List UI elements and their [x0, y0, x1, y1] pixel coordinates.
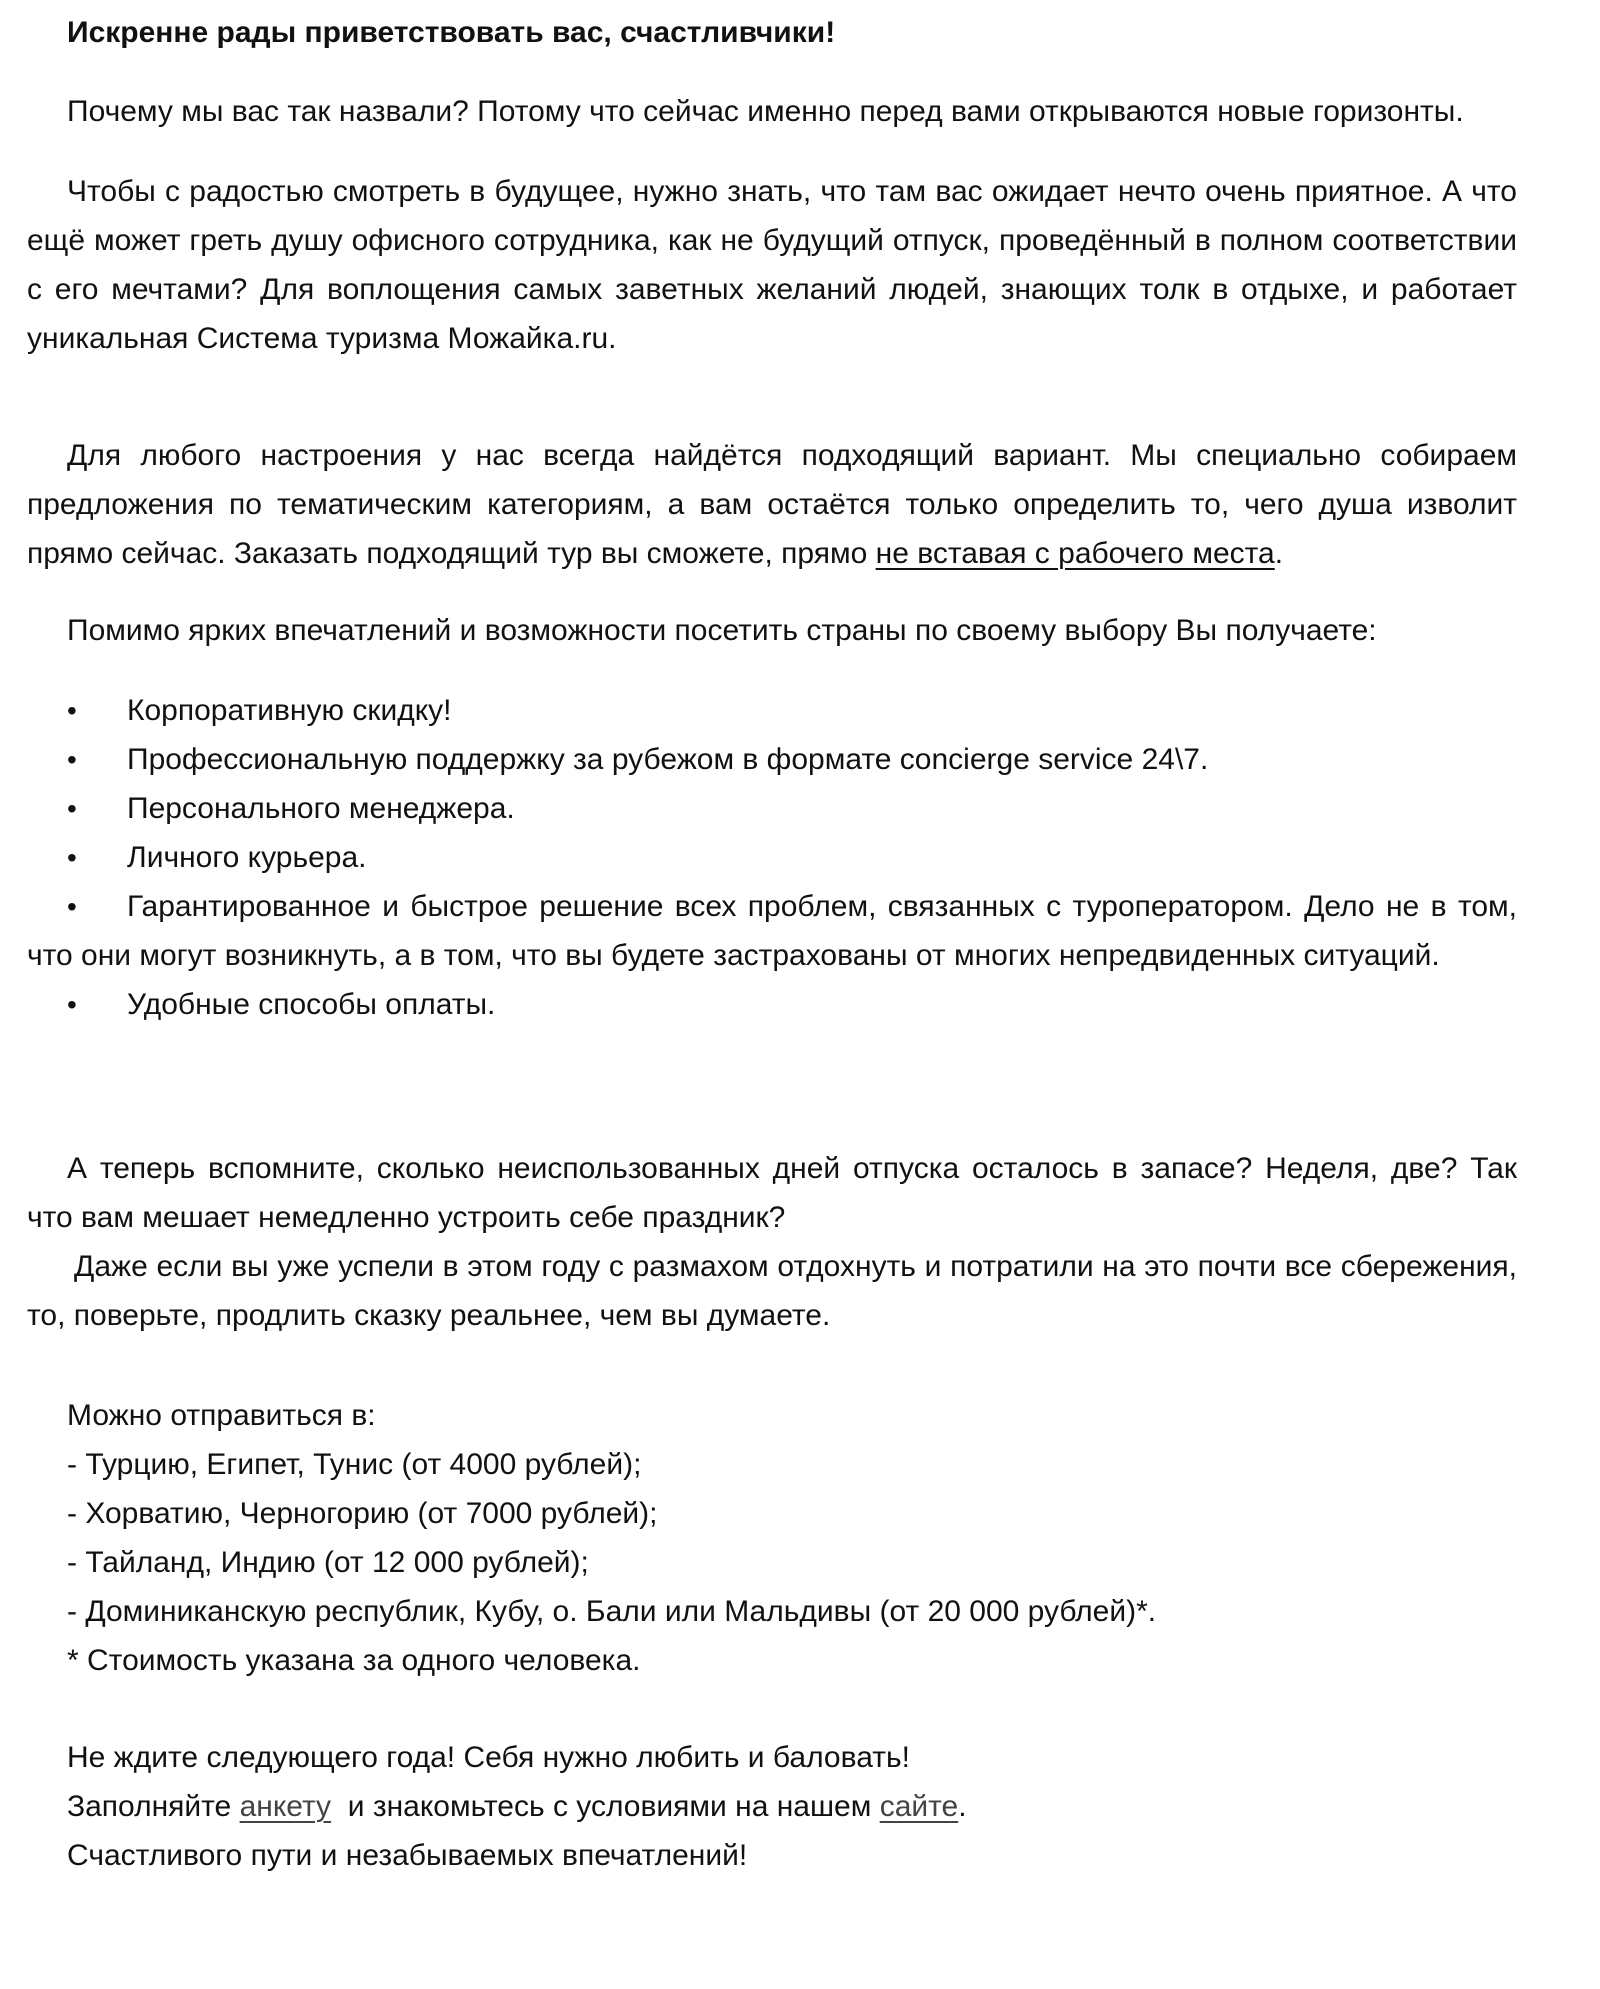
list-item-text: Профессиональную поддержку за рубежом в формате concierge service 24\7. — [127, 743, 1209, 776]
closing-line-1: Не ждите следующего года! Себя нужно любить и баловать! — [67, 1741, 910, 1774]
destination-item: - Турцию, Египет, Тунис (от 4000 рублей); — [67, 1448, 642, 1481]
workplace-link[interactable]: не вставая с рабочего места — [875, 537, 1275, 570]
price-footnote: * Стоимость указана за одного человека. — [67, 1644, 641, 1677]
closing-terms-text: и знакомьтесь с условиями на нашем — [331, 1790, 880, 1823]
destinations-heading: Можно отправиться в: — [67, 1399, 376, 1432]
bullet-icon: • — [67, 842, 77, 873]
bullet-icon: • — [67, 989, 77, 1020]
paragraph-benefits-intro: Помимо ярких впечатлений и возможности посетить страны по своему выбору Вы получаете: — [67, 614, 1377, 647]
list-item-text: Удобные способы оплаты. — [127, 988, 496, 1021]
closing-dot: . — [958, 1790, 967, 1823]
bullet-icon: • — [67, 744, 77, 775]
list-item-text: Гарантированное и быстрое решение всех проблем, связанных с туроператором. Дело не в том, что они могут возникнуть, а в том, что вы будете застрахованы от многих непредвиденных ситуаций. — [27, 890, 1517, 972]
closing-block — [27, 1733, 1517, 1880]
destinations-block — [27, 1391, 1517, 1685]
destination-item: - Доминиканскую республик, Кубу, о. Бали или Мальдивы (от 20 000 рублей)*. — [67, 1595, 1157, 1628]
closing-line-3: Счастливого пути и незабываемых впечатлений! — [67, 1839, 748, 1872]
list-item — [27, 980, 1517, 1029]
mood-end: . — [1274, 537, 1284, 570]
paragraph-mood — [27, 431, 1517, 578]
intro-block — [27, 87, 1517, 136]
benefits-intro-block — [27, 606, 1517, 655]
list-item — [27, 735, 1517, 784]
list-item — [27, 833, 1517, 882]
closing-line-2 — [27, 1782, 1517, 1831]
list-item — [27, 686, 1517, 735]
bullet-icon: • — [67, 891, 77, 922]
future-block — [27, 167, 1517, 363]
form-link[interactable]: анкету — [239, 1790, 332, 1823]
paragraph-savings: Даже если вы уже успели в этом году с размахом отдохнуть и потратили на это почти все сбережения, то, поверьте, продлить сказку реальнее, чем вы думаете. — [27, 1250, 1517, 1332]
list-item-text: Корпоративную скидку! — [127, 694, 452, 727]
destination-item: - Хорватию, Черногорию (от 7000 рублей); — [67, 1497, 658, 1530]
paragraph-vacation-days: А теперь вспомните, сколько неиспользованных дней отпуска осталось в запасе? Неделя, две? Так что вам мешает немедленно устроить себе праздник? — [27, 1152, 1517, 1234]
list-item — [27, 882, 1517, 980]
bullet-icon: • — [67, 793, 77, 824]
list-item — [27, 784, 1517, 833]
list-item-text: Личного курьера. — [127, 841, 367, 874]
site-link[interactable]: сайте — [879, 1790, 959, 1823]
mood-block — [27, 431, 1517, 578]
destination-item: - Тайланд, Индию (от 12 000 рублей); — [67, 1546, 589, 1579]
benefits-block — [27, 686, 1517, 1029]
savings-block — [27, 1242, 1517, 1340]
document-title: Искренне рады приветствовать вас, счастливчики! — [67, 16, 836, 49]
mood-text: Для любого настроения у нас всегда найдётся подходящий вариант. Мы специально собираем предложения по тематическим категориям, а вам остаётся только определить то, чего душа изволит прямо сейчас. Заказать подходящий тур вы сможете, прямо — [27, 439, 1517, 570]
closing-fill-text: Заполняйте — [67, 1790, 240, 1823]
vacation-block — [27, 1144, 1517, 1242]
list-item-text: Персонального менеджера. — [127, 792, 515, 825]
paragraph-intro: Почему мы вас так назвали? Потому что сейчас именно перед вами открываются новые горизонты. — [67, 95, 1464, 128]
paragraph-future: Чтобы с радостью смотреть в будущее, нужно знать, что там вас ожидает нечто очень приятное. А что ещё может греть душу офисного сотрудника, как не будущий отпуск, проведённый в полном соответствии с его мечтами? Для воплощения самых заветных желаний людей, знающих толк в отдыхе, и работает уникальная Система туризма Можайка.ru. — [27, 175, 1517, 355]
bullet-icon: • — [67, 695, 77, 726]
benefits-list — [27, 686, 1517, 1029]
